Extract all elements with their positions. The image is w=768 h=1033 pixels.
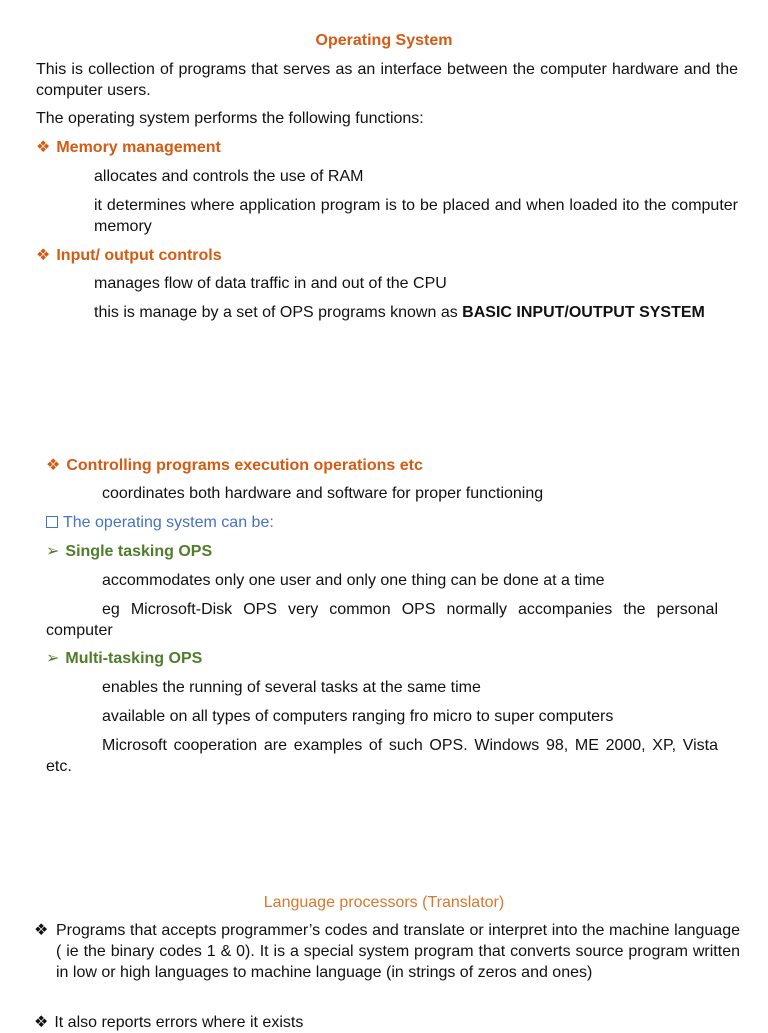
multi-item-2: available on all types of computers ranging fro micro to super computers [102, 708, 614, 725]
single-tasking-heading [46, 541, 212, 562]
diamond-bullet-icon: ❖ [34, 922, 49, 939]
diamond-bullet-icon: ❖ [36, 247, 51, 264]
multi-tasking-heading-label: Multi-tasking OPS [65, 650, 203, 667]
arrow-bullet-icon: ➢ [46, 543, 60, 560]
io-heading-label: Input/ output controls [56, 247, 222, 264]
memory-heading [36, 137, 221, 158]
translator-bullet-2: It also reports errors where it exists [54, 1014, 304, 1031]
intro-functions-text: The operating system performs the following functions: [36, 110, 424, 127]
memory-heading-label: Memory management [56, 139, 221, 156]
diamond-bullet-icon: ❖ [36, 139, 51, 156]
multi-tasking-heading [46, 648, 202, 669]
multi-item-1: enables the running of several tasks at the same time [102, 679, 481, 696]
controlling-item: coordinates both hardware and software for proper functioning [102, 485, 544, 502]
single-tasking-heading-label: Single tasking OPS [65, 543, 213, 560]
io-heading [36, 245, 222, 266]
io-item-2-text: this is manage by a set of OPS programs known as [94, 304, 463, 321]
can-be-heading [46, 512, 274, 533]
single-item-1: accommodates only one user and only one thing can be done at a time [102, 572, 605, 589]
diamond-bullet-icon: ❖ [34, 1014, 49, 1031]
io-item-2 [94, 302, 705, 323]
arrow-bullet-icon: ➢ [46, 650, 60, 667]
translator-bullet-1-icon-wrap [34, 920, 48, 941]
translator-bullet-2-row [34, 1012, 303, 1033]
translator-bullet-1: Programs that accepts programmer’s codes and translate or interpret into the machine language ( ie the binary codes 1 & 0). It is a special system program that converts source program written in low or high languages to machine language (in strings of zeros and ones) [56, 922, 740, 981]
controlling-heading-label: Controlling programs execution operations etc [66, 457, 423, 474]
diamond-bullet-icon: ❖ [46, 457, 61, 474]
page-title: Operating System [315, 32, 453, 49]
memory-item-2: it determines where application program is to be placed and when loaded ito the computer memory [94, 197, 738, 235]
checkbox-square-icon [46, 516, 58, 528]
translator-title: Language processors (Translator) [263, 894, 505, 911]
io-item-1: manages flow of data traffic in and out of the CPU [94, 275, 447, 292]
memory-item-1: allocates and controls the use of RAM [94, 168, 364, 185]
single-item-2: eg Microsoft-Disk OPS very common OPS normally accompanies the personal computer [46, 601, 718, 639]
intro-paragraph: This is collection of programs that serves as an interface between the computer hardware and the computer users. [36, 61, 738, 99]
multi-item-3: Microsoft cooperation are examples of such OPS. Windows 98, ME 2000, XP, Vista etc. [46, 737, 718, 775]
io-item-2-bold: BASIC INPUT/OUTPUT SYSTEM [462, 304, 705, 321]
controlling-heading [46, 455, 423, 476]
can-be-heading-label: The operating system can be: [63, 514, 274, 531]
